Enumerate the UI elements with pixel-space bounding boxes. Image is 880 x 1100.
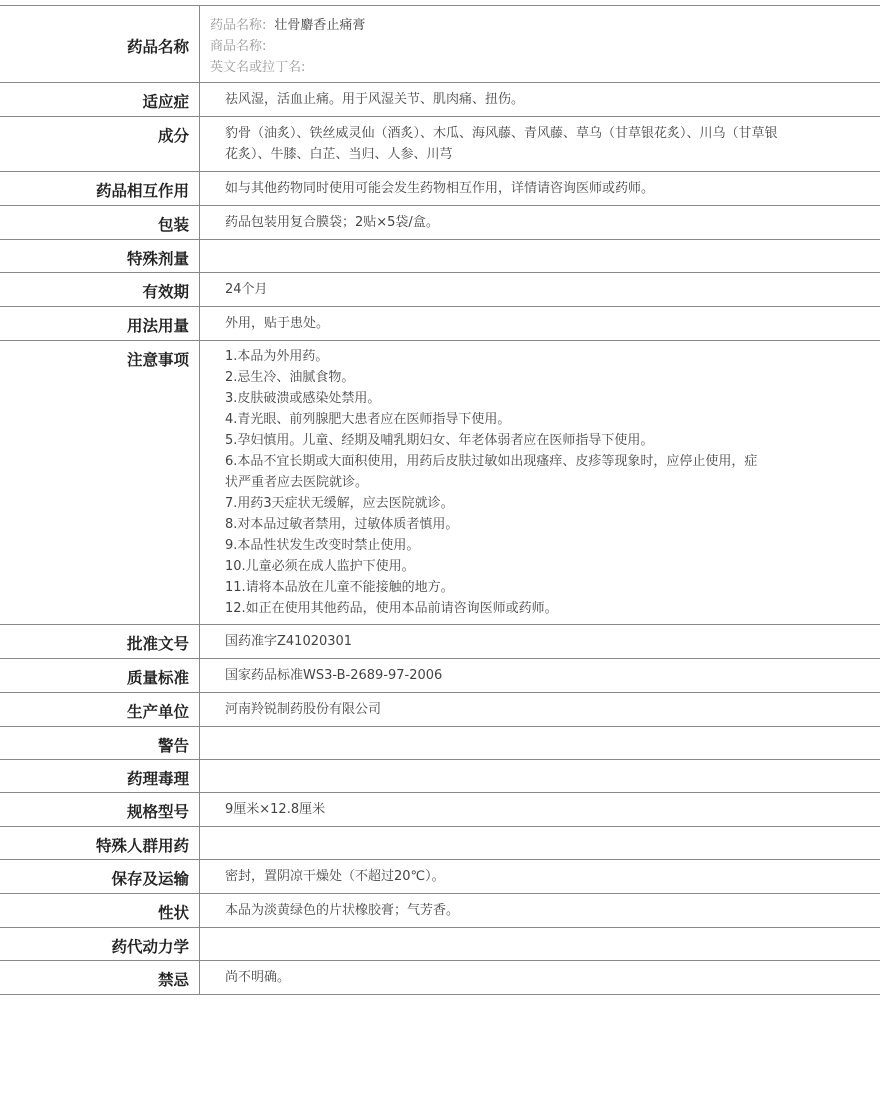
row-appearance	[0, 894, 880, 928]
row-value	[200, 240, 880, 272]
row-value: 尚不明确。	[225, 970, 291, 985]
list-item: 4.青光眼、前列腺肥大患者应在医师指导下使用。	[225, 412, 511, 427]
row-label: 药品相互作用	[0, 172, 200, 205]
row-precautions	[0, 341, 880, 625]
row-label: 包装	[0, 206, 200, 239]
generic-name-line	[210, 15, 870, 36]
row-interactions	[0, 172, 880, 206]
generic-name-value: 壮骨麝香止痛膏	[274, 18, 366, 33]
row-drug-name	[0, 6, 880, 83]
row-label: 质量标准	[0, 659, 200, 692]
row-usage	[0, 307, 880, 341]
row-value: 药品包装用复合膜袋；2贴×5袋/盒。	[225, 215, 439, 230]
list-item: 9.本品性状发生改变时禁止使用。	[225, 538, 420, 553]
row-toxicology	[0, 760, 880, 793]
row-value: 9厘米×12.8厘米	[225, 802, 326, 817]
list-item: 2.忌生冷、油腻食物。	[225, 370, 355, 385]
list-item: 5.孕妇慎用。儿童、经期及哺乳期妇女、年老体弱者应在医师指导下使用。	[225, 433, 654, 448]
row-approval-number	[0, 625, 880, 659]
row-label: 成分	[0, 117, 200, 171]
row-special-dosage	[0, 240, 880, 273]
row-value: 豹骨（油炙）、铁丝威灵仙（酒炙）、木瓜、海风藤、青风藤、草乌（甘草银花炙）、川乌（甘草银花炙）、牛膝、白芷、当归、人参、川芎	[225, 126, 778, 162]
list-item: 1.本品为外用药。	[225, 349, 329, 364]
row-label: 禁忌	[0, 961, 200, 994]
row-label: 规格型号	[0, 793, 200, 826]
row-special-population	[0, 827, 880, 860]
english-name-key: 英文名或拉丁名:	[210, 60, 306, 75]
drug-name-values	[200, 6, 880, 82]
list-item: 6.本品不宜长期或大面积使用，用药后皮肤过敏如出现瘙痒、皮疹等现象时，应停止使用，症状严重者应去医院就诊。	[225, 454, 758, 490]
drug-info-table	[0, 5, 880, 995]
row-value	[200, 760, 880, 792]
english-name-line	[210, 57, 870, 78]
row-label: 用法用量	[0, 307, 200, 340]
row-label: 药品名称	[0, 6, 200, 82]
list-item: 8.对本品过敏者禁用，过敏体质者慎用。	[225, 517, 459, 532]
row-value: 密封，置阴凉干燥处（不超过20℃）。	[225, 869, 445, 884]
row-label: 性状	[0, 894, 200, 927]
row-package	[0, 206, 880, 240]
precautions-list	[225, 346, 870, 619]
row-indications	[0, 83, 880, 117]
row-value	[200, 341, 880, 624]
row-warning	[0, 727, 880, 760]
row-label: 适应症	[0, 83, 200, 116]
row-quality-standard	[0, 659, 880, 693]
row-label: 保存及运输	[0, 860, 200, 893]
trade-name-key: 商品名称:	[210, 39, 267, 54]
row-label: 警告	[0, 727, 200, 759]
row-value	[200, 727, 880, 759]
row-value: 本品为淡黄绿色的片状橡胶膏；气芳香。	[225, 903, 460, 918]
row-value	[200, 928, 880, 960]
list-item: 11.请将本品放在儿童不能接触的地方。	[225, 580, 454, 595]
row-label: 特殊人群用药	[0, 827, 200, 859]
row-label: 注意事项	[0, 341, 200, 624]
trade-name-line	[210, 36, 870, 57]
row-value: 24个月	[225, 282, 268, 297]
row-pharmacokinetics	[0, 928, 880, 961]
row-label: 药代动力学	[0, 928, 200, 960]
list-item: 7.用药3天症状无缓解，应去医院就诊。	[225, 496, 454, 511]
row-specification	[0, 793, 880, 827]
row-label: 药理毒理	[0, 760, 200, 792]
row-value: 祛风湿，活血止痛。用于风湿关节、肌肉痛、扭伤。	[225, 92, 525, 107]
row-label: 有效期	[0, 273, 200, 306]
list-item: 12.如正在使用其他药品，使用本品前请咨询医师或药师。	[225, 601, 558, 616]
generic-name-key: 药品名称:	[210, 18, 267, 33]
row-label: 生产单位	[0, 693, 200, 726]
row-value: 如与其他药物同时使用可能会发生药物相互作用，详情请咨询医师或药师。	[225, 181, 655, 196]
row-shelf-life	[0, 273, 880, 307]
row-ingredients	[0, 117, 880, 172]
list-item: 3.皮肤破溃或感染处禁用。	[225, 391, 381, 406]
row-label: 特殊剂量	[0, 240, 200, 272]
row-value	[200, 827, 880, 859]
row-value: 外用，贴于患处。	[225, 316, 330, 331]
row-manufacturer	[0, 693, 880, 727]
row-storage	[0, 860, 880, 894]
list-item: 10.儿童必须在成人监护下使用。	[225, 559, 415, 574]
row-label: 批准文号	[0, 625, 200, 658]
row-value: 河南羚锐制药股份有限公司	[225, 702, 382, 717]
row-contraindications	[0, 961, 880, 995]
row-value: 国药准字Z41020301	[225, 634, 353, 649]
row-value: 国家药品标准WS3-B-2689-97-2006	[225, 668, 443, 683]
